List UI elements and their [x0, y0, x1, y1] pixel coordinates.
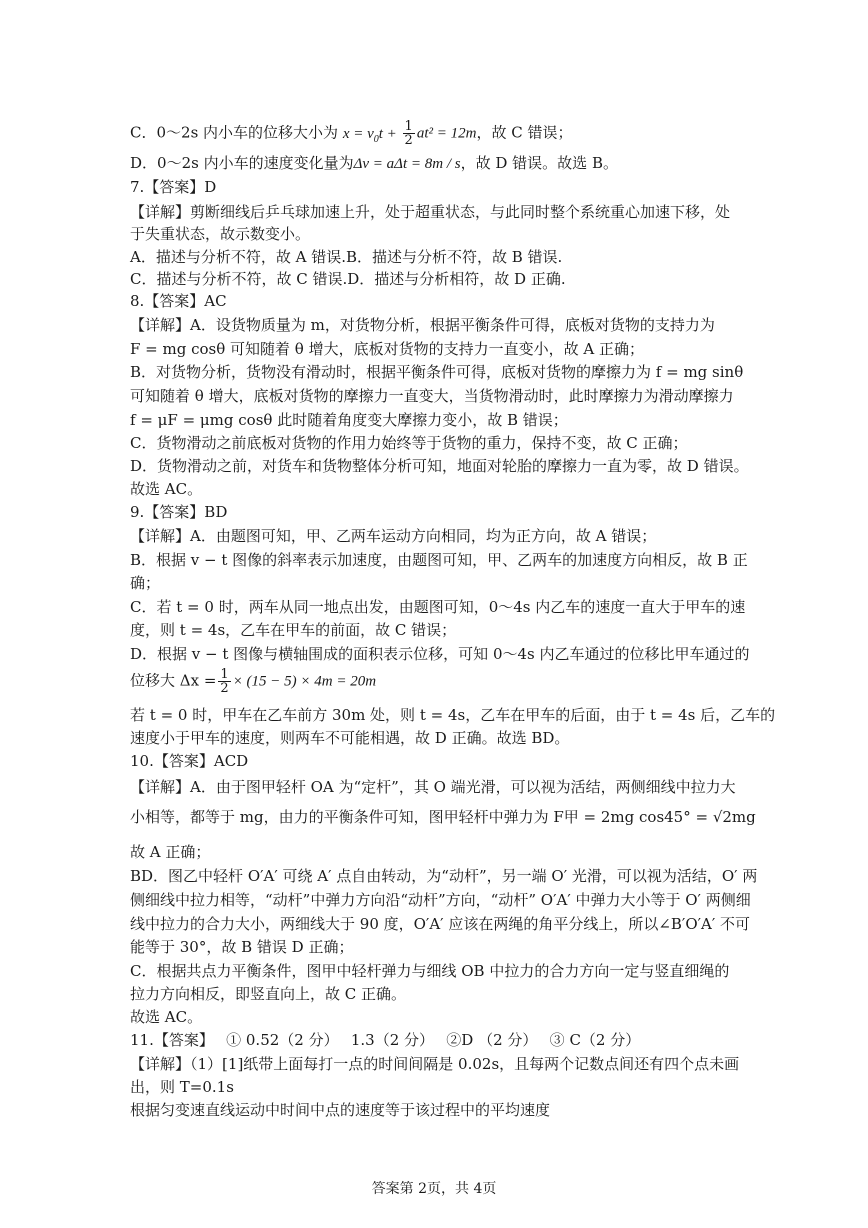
q10-detail-8: C．根据共点力平衡条件，图甲中轻杆弹力与细线 OB 中拉力的合力方向一定与竖直细绳的	[130, 962, 730, 980]
q8-detail-1: 【详解】A．设货物质量为 m，对货物分析，根据平衡条件可得，底板对货物的支持力为	[130, 316, 715, 334]
q9-detail-8: 若 t = 0 时，甲车在乙车前方 30m 处，则 t = 4s，乙车在甲车的后面，由于 t = 4s 后，乙车的	[130, 706, 776, 724]
q7-answer: 7.【答案】D	[130, 178, 217, 196]
q10-detail-9: 拉力方向相反，即竖直向上，故 C 正确。	[130, 985, 407, 1003]
q9-detail-4: C．若 t = 0 时，两车从同一地点出发，由题图可知，0～4s 内乙车的速度一直大于甲车的速	[130, 598, 746, 616]
q9-detail-9: 速度小于甲车的速度，则两车不可能相遇，故 D 正确。故选 BD。	[130, 729, 570, 747]
q10-detail-10: 故选 AC。	[130, 1008, 203, 1026]
fraction-half: $\frac{1}{2}$	[220, 667, 229, 696]
q9-detail-3: 确；	[130, 574, 161, 592]
q7-detail-2: 于失重状态，故示数变小。	[130, 225, 311, 243]
q10-detail-2: 小相等，都等于 mg，由力的平衡条件可知，图甲轻杆中弹力为 F甲 = 2mg cos45° = √2mg	[130, 808, 756, 826]
q8-detail-6: C．货物滑动之前底板对货物的作用力始终等于货物的重力，保持不变，故 C 正确；	[130, 434, 688, 452]
q11-detail-3: 根据匀变速直线运动中时间中点的速度等于该过程中的平均速度	[130, 1101, 551, 1119]
option-c-displacement: C．0～2s 内小车的位移大小为 $x = v_0t$ + $\frac{1}{2}$ at² = 12m，故 C 错误；	[130, 119, 573, 148]
q9-detail-7: 位移大 Δx = $\frac{1}{2}$ × (15 − 5) × 4m = 20m	[130, 667, 377, 696]
q10-detail-4: BD．图乙中轻杆 O′A′ 可绕 A′ 点自由转动，为“动杆”，另一端 O′ 光滑，可以视为活结，O′ 两	[130, 867, 758, 885]
q10-detail-6: 线中拉力的合力大小，两细线大于 90 度，O′A′ 应该在两绳的角平分线上，所以∠B′O′A′ 不可	[130, 915, 751, 933]
q10-answer: 10.【答案】ACD	[130, 752, 249, 770]
q8-detail-2: F = mg cosθ 可知随着 θ 增大，底板对货物的支持力一直变小，故 A 正确；	[130, 340, 644, 358]
q10-detail-3: 故 A 正确；	[130, 843, 211, 861]
q10-detail-7: 能等于 30°，故 B 错误 D 正确；	[130, 938, 354, 956]
q9-detail-6: D．根据 v − t 图像与横轴围成的面积表示位移，可知 0～4s 内乙车通过的位移比甲车通过的	[130, 645, 750, 663]
q11-detail-1: 【详解】（1）[1]纸带上面每打一点的时间间隔是 0.02s，且每两个记数点间还有四个点未画	[130, 1055, 740, 1073]
q7-detail-1: 【详解】剪断细线后乒乓球加速上升，处于超重状态，与此同时整个系统重心加速下移，处	[130, 203, 731, 221]
q8-detail-5: f = μF = μmg cosθ 此时随着角度变大摩擦力变小，故 B 错误；	[130, 411, 568, 429]
q11-detail-2: 出，则 T=0.1s	[130, 1078, 234, 1096]
q7-options-ab: A．描述与分析不符，故 A 错误.B．描述与分析不符，故 B 错误.	[130, 248, 563, 266]
page-footer: 答案第 2页，共 4页	[371, 1181, 497, 1197]
q10-detail-1: 【详解】A．由于图甲轻杆 OA 为“定杆”，其 O 端光滑，可以视为活结，两侧细线中拉力大	[130, 778, 736, 796]
q8-answer: 8.【答案】AC	[130, 292, 227, 310]
fraction-half: $\frac{1}{2}$	[404, 119, 413, 148]
q7-options-cd: C．描述与分析不符，故 C 错误.D．描述与分析相符，故 D 正确.	[130, 270, 566, 288]
q8-detail-7: D．货物滑动之前，对货车和货物整体分析可知，地面对轮胎的摩擦力一直为零，故 D 错误。	[130, 457, 749, 475]
q10-detail-5: 侧细线中拉力相等，“动杆”中弹力方向沿“动杆”方向，“动杆” O′A′ 中弹力大小等于 O′ 两侧细	[130, 891, 751, 909]
q9-detail-5: 度，则 t = 4s，乙车在甲车的前面，故 C 错误；	[130, 621, 457, 639]
q9-detail-1: 【详解】A．由题图可知，甲、乙两车运动方向相同，均为正方向，故 A 错误；	[130, 527, 657, 545]
q8-detail-3: B．对货物分析，货物没有滑动时，根据平衡条件可得，底板对货物的摩擦力为 f = mg sinθ	[130, 363, 744, 381]
q9-detail-2: B．根据 v − t 图像的斜率表示加速度，由题图可知，甲、乙两车的加速度方向相反，故 B 正	[130, 551, 748, 569]
q8-detail-4: 可知随着 θ 增大，底板对货物的摩擦力一直变大，当货物滑动时，此时摩擦力为滑动摩擦力	[130, 387, 734, 405]
option-d-velocity: D．0～2s 内小车的速度变化量为Δv = aΔt = 8m / s，故 D 错误。故选 B。	[130, 154, 618, 172]
q8-detail-8: 故选 AC。	[130, 480, 203, 498]
q11-answer: 11.【答案】 ① 0.52（2 分） 1.3（2 分） ②D （2 分） ③ C（2 分）	[130, 1031, 641, 1049]
q9-answer: 9.【答案】BD	[130, 503, 228, 521]
